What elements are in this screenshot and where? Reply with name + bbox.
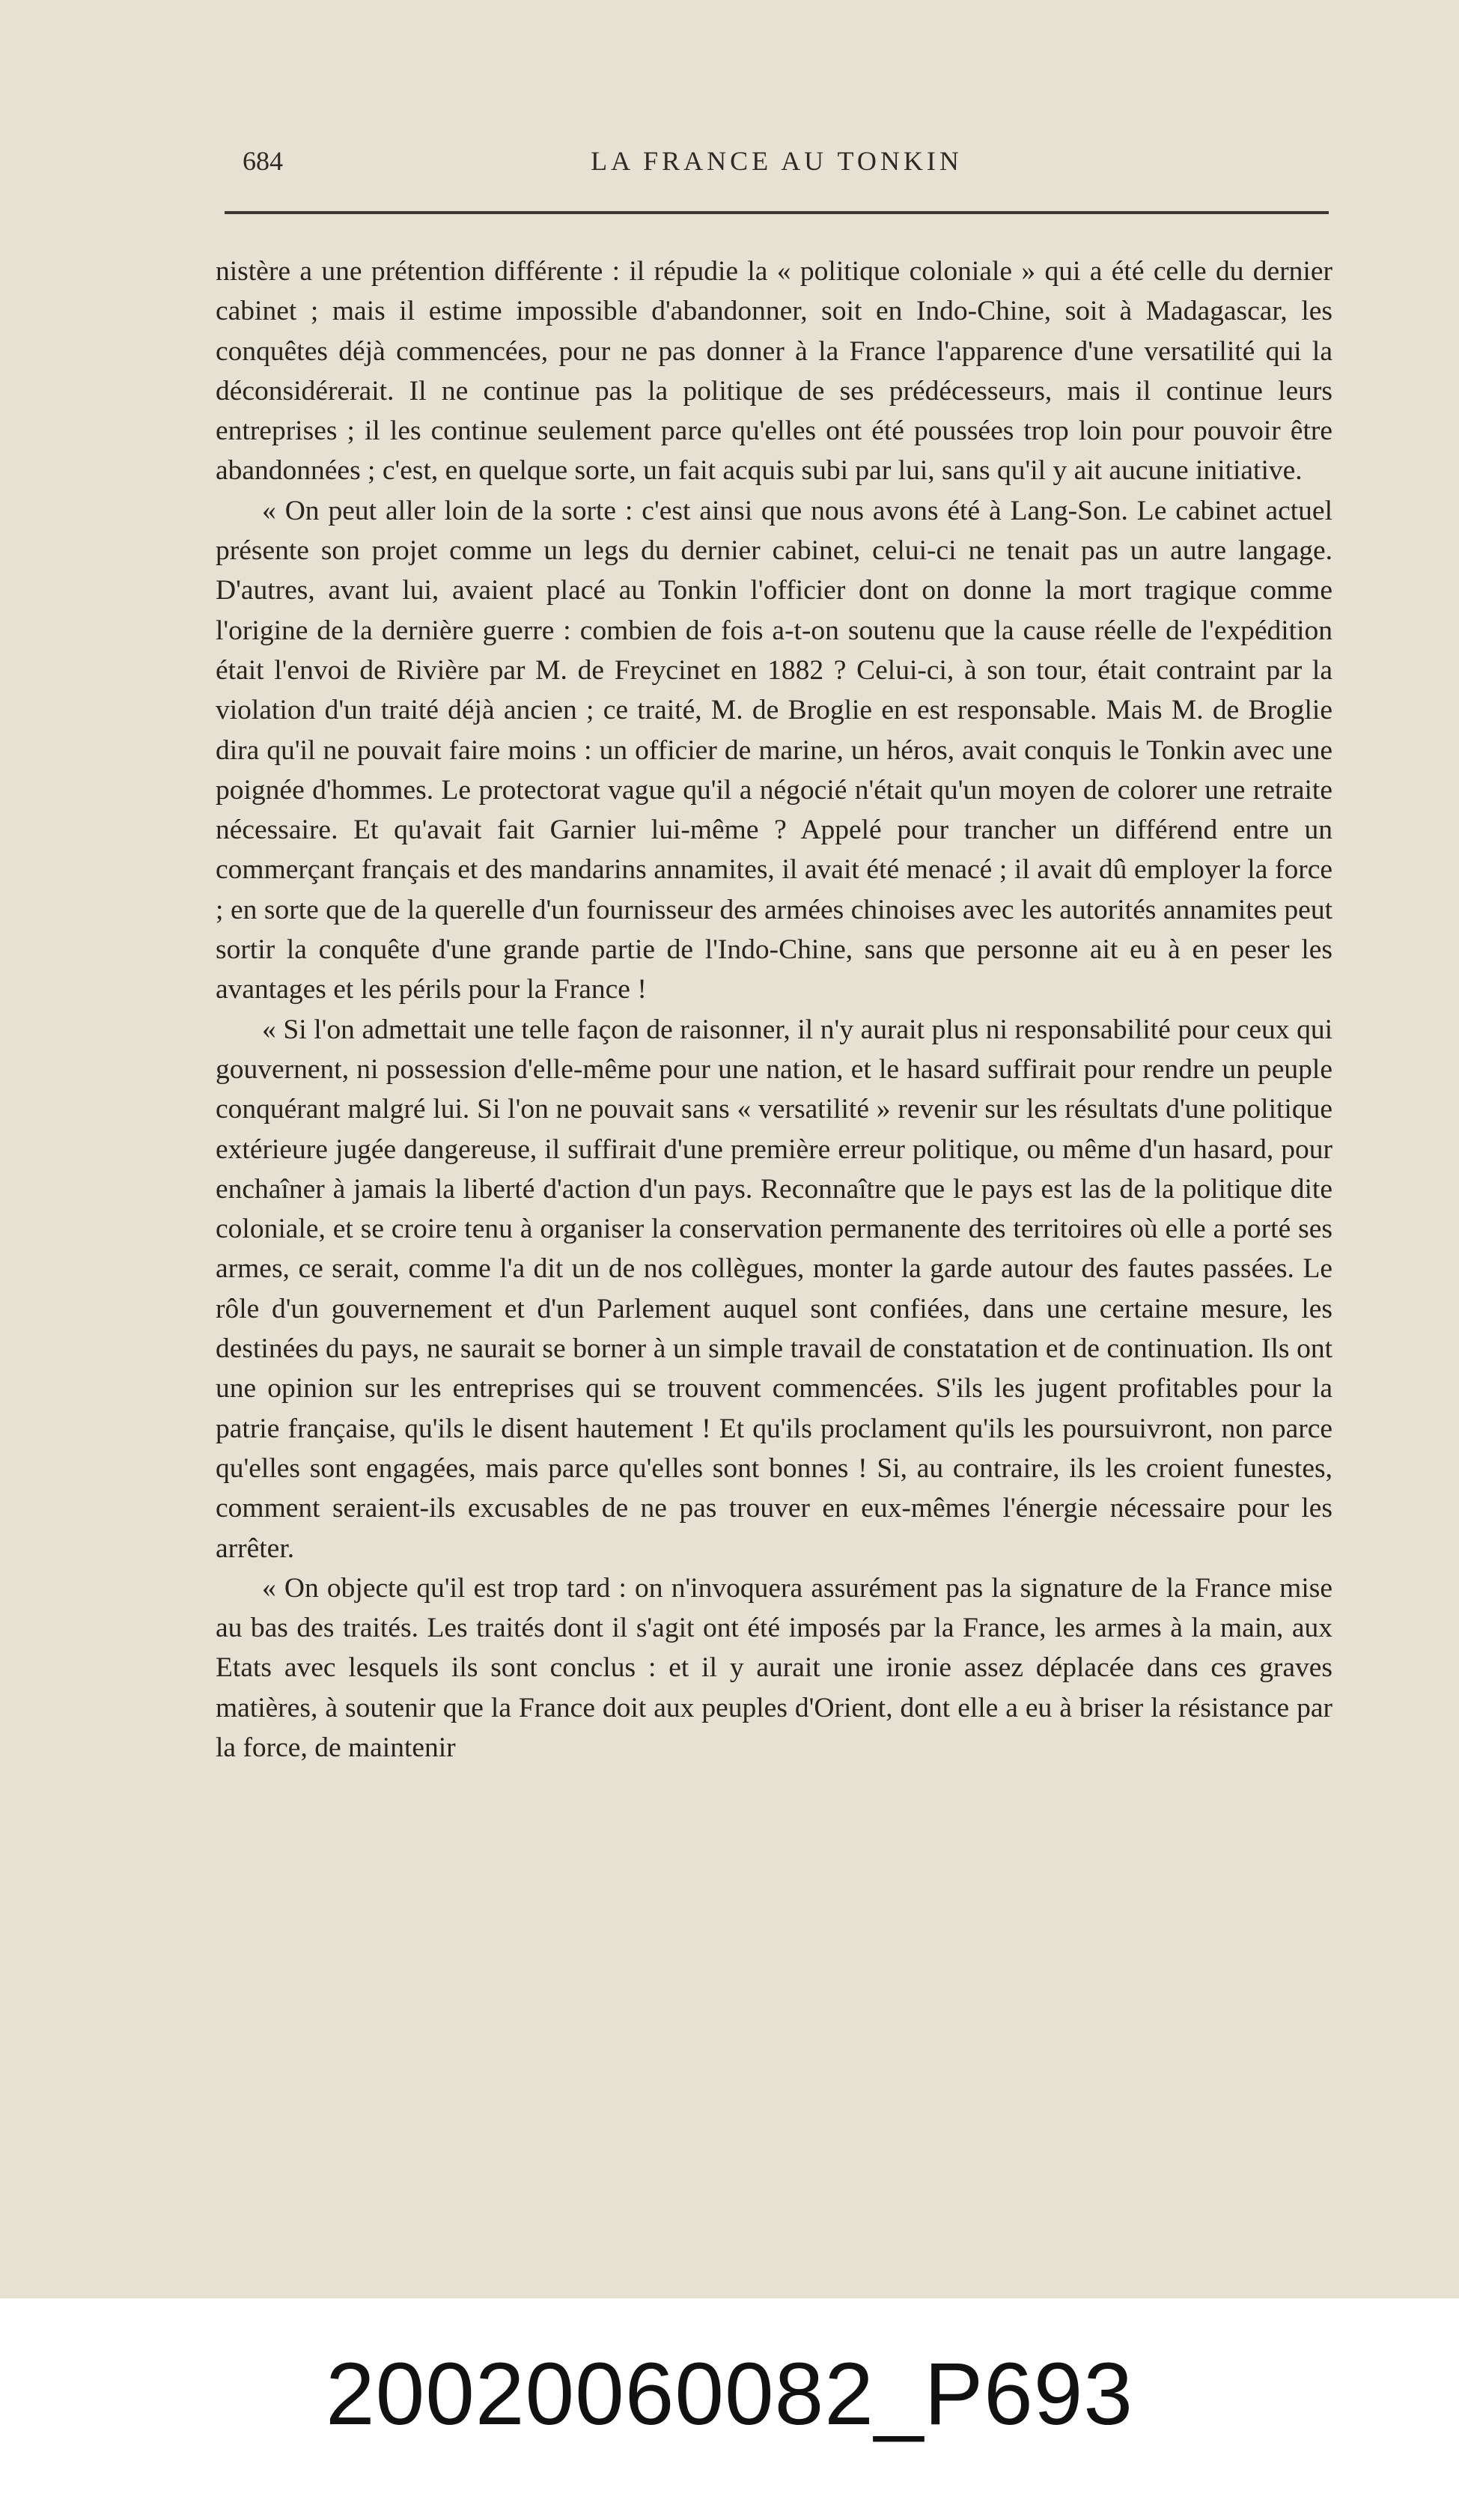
page-number: 684 <box>243 146 283 176</box>
paragraph-1: nistère a une prétention différente : il répudie la « politique coloniale » qui a été celle du dernier cabinet ; mais il estime impossible d'abandonner, soit en Indo-Chine, soit à Madagascar, les conquêtes déjà commencées, pour ne pas donner à la France l'apparence d'une versatilité qui la déconsidérerait. Il ne continue pas la politique de ses prédécesseurs, mais il continue leurs entreprises ; il les continue seulement parce qu'elles ont été poussées trop loin pour pouvoir être abandonnées ; c'est, en quelque sorte, un fait acquis subi par lui, sans qu'il y ait aucune initiative. <box>216 256 1332 487</box>
paragraph-3: « Si l'on admettait une telle façon de raisonner, il n'y aurait plus ni responsabilité pour ceux qui gouvernent, ni possession d'elle-même pour une nation, et le hasard suffirait pour rendre un peuple conquérant malgré lui. Si l'on ne pouvait sans « versatilité » revenir sur les résultats d'une politique extérieure jugée dangereuse, il suffirait d'une première erreur politique, ou même d'un hasard, pour enchaîner à jamais la liberté d'action d'un pays. Reconnaître que le pays est las de la politique dite coloniale, et se croire tenu à organiser la conservation permanente des territoires où elle a porté ses armes, ce serait, comme l'a dit un de nos collègues, monter la garde autour des fautes passées. Le rôle d'un gouvernement et d'un Parlement auquel sont confiées, dans une certaine mesure, les destinées du pays, ne saurait se borner à un simple travail de constatation et de continuation. Ils ont une opinion sur les entreprises qui se trouvent commencées. S'ils les jugent profitables pour la patrie française, qu'ils le disent hautement ! Et qu'ils proclament qu'ils les poursuivront, non parce qu'elles sont engagées, mais parce qu'elles sont bonnes ! Si, au contraire, ils les croient funestes, comment seraient-ils excusables de ne pas trouver en eux-mêmes l'énergie nécessaire pour les arrêter. <box>216 1014 1332 1564</box>
paragraph-2: « On peut aller loin de la sorte : c'est ainsi que nous avons été à Lang-Son. Le cabinet actuel présente son projet comme un legs du dernier cabinet, celui-ci ne tenait pas un autre langage. D'autres, avant lui, avaient placé au Tonkin l'officier dont on donne la mort tragique comme l'origine de la dernière guerre : combien de fois a-t-on soutenu que la cause réelle de l'expédition était l'envoi de Rivière par M. de Freycinet en 1882 ? Celui-ci, à son tour, était contraint par la violation d'un traité déjà ancien ; ce traité, M. de Broglie en est responsable. Mais M. de Broglie dira qu'il ne pouvait faire moins : un officier de marine, un héros, avait conquis le Tonkin avec une poignée d'hommes. Le protectorat vague qu'il a négocié n'était qu'un moyen de colorer une retraite nécessaire. Et qu'avait fait Garnier lui-même ? Appelé pour trancher un différend entre un commerçant français et des mandarins annamites, il avait été menacé ; il avait dû employer la force ; en sorte que de la querelle d'un fournisseur des armées chinoises avec les autorités annamites peut sortir la conquête d'une grande partie de l'Indo-Chine, sans que personne ait eu à en peser les avantages et les périls pour la France ! <box>216 495 1332 1005</box>
body-text <box>216 252 1332 1768</box>
page-header <box>225 142 1329 187</box>
image-caption: 20020060082_P693 <box>325 2345 1134 2444</box>
running-head: LA FRANCE AU TONKIN <box>591 146 963 176</box>
header-rule <box>225 211 1329 214</box>
paragraph-4: « On objecte qu'il est trop tard : on n'invoquera assurément pas la signature de la France mise au bas des traités. Les traités dont il s'agit ont été imposés par la France, les armes à la main, aux Etats avec lesquels ils sont conclus : et il y aurait une ironie assez déplacée dans ces graves matières, à soutenir que la France doit aux peuples d'Orient, dont elle a eu à briser la résistance par la force, de maintenir <box>216 1572 1332 1763</box>
